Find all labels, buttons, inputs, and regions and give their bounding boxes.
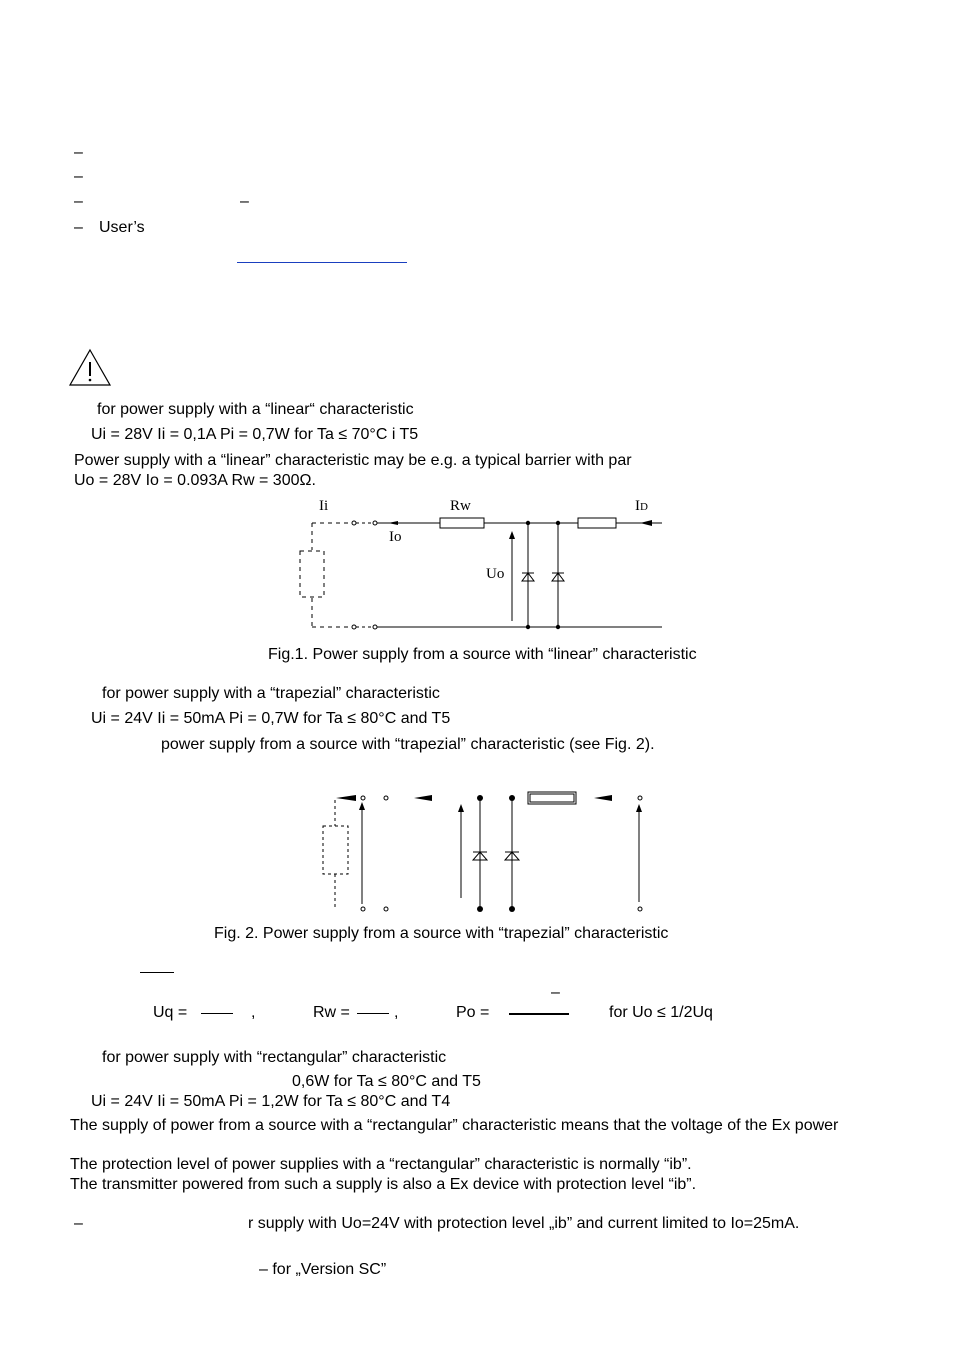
formula-uq-fraction xyxy=(201,1013,233,1014)
formula-rw: Rw = xyxy=(313,1004,350,1021)
rectangular-dash: – xyxy=(74,1215,83,1232)
rectangular-heading: for power supply with “rectangular” characteristic xyxy=(102,1049,447,1066)
fig1-caption: Fig.1. Power supply from a source with “linear” characteristic xyxy=(268,646,697,663)
formula-rule-top xyxy=(140,972,174,973)
formula-rw-fraction xyxy=(357,1013,389,1014)
fig2-caption: Fig. 2. Power supply from a source with “trapezial” characteristic xyxy=(214,925,669,942)
formula-po-dash: – xyxy=(551,984,560,1001)
fig1-label-id xyxy=(635,497,648,516)
formula-uq: Uq = xyxy=(153,1004,188,1021)
rectangular-params-2: Ui = 24V Ii = 50mA Pi = 1,2W for Ta ≤ 80°C and T4 xyxy=(91,1093,451,1110)
fig1-label-io: Io xyxy=(389,529,402,545)
list-dash-1: – xyxy=(74,144,83,161)
trapezial-description: power supply from a source with “trapezial” characteristic (see Fig. 2). xyxy=(161,736,655,753)
fig1-label-ii: Ii xyxy=(319,498,329,514)
formula-po: Po = xyxy=(456,1004,490,1021)
formula-comma-2: , xyxy=(394,1004,399,1021)
formula-condition: for Uo ≤ 1/2Uq xyxy=(609,1004,713,1021)
linear-description: Power supply with a “linear” characteristic may be e.g. a typical barrier with par xyxy=(74,452,632,469)
fig1-label-rw: Rw xyxy=(450,498,471,514)
list-dash-2: – xyxy=(74,168,83,185)
linear-heading: for power supply with a “linear“ characteristic xyxy=(97,401,414,418)
rectangular-description-4: r supply with Uo=24V with protection level „ib” and current limited to Io=25mA. xyxy=(248,1215,800,1232)
fig1-circuit-diagram xyxy=(290,495,670,640)
hyperlink-underline[interactable] xyxy=(237,262,407,263)
formula-po-fraction xyxy=(509,1013,569,1015)
fig1-label-id-main: I xyxy=(635,498,640,514)
rectangular-description-3: The transmitter powered from such a supply is also a Ex device with protection level “ib”. xyxy=(70,1176,697,1193)
fig1-label-id-sub: D xyxy=(640,501,648,513)
rectangular-description-2: The protection level of power supplies with a “rectangular” characteristic is normally “ib”. xyxy=(70,1156,692,1173)
list-dash-3: – xyxy=(74,193,83,210)
linear-params: Ui = 28V Ii = 0,1A Pi = 0,7W for Ta ≤ 70°C i T5 xyxy=(91,426,419,443)
list-item-users: User’s xyxy=(99,219,145,236)
trapezial-params: Ui = 24V Ii = 50mA Pi = 0,7W for Ta ≤ 80°C and T5 xyxy=(91,710,451,727)
formula-comma-1: , xyxy=(251,1004,256,1021)
list-dash-4: – xyxy=(74,219,83,236)
linear-barrier-params: Uo = 28V Io = 0.093A Rw = 300Ω. xyxy=(74,472,316,489)
rectangular-description-1: The supply of power from a source with a “rectangular” characteristic means that the voltage of the Ex power xyxy=(70,1117,839,1134)
rectangular-params-1: 0,6W for Ta ≤ 80°C and T5 xyxy=(292,1073,481,1090)
version-sc-label: – for „Version SC” xyxy=(259,1261,387,1278)
warning-triangle-icon xyxy=(68,348,112,388)
fig1-label-uo: Uo xyxy=(486,566,505,582)
trapezial-heading: for power supply with a “trapezial” characteristic xyxy=(102,685,440,702)
list-inline-dash: – xyxy=(240,193,249,210)
fig2-circuit-diagram xyxy=(318,786,658,921)
